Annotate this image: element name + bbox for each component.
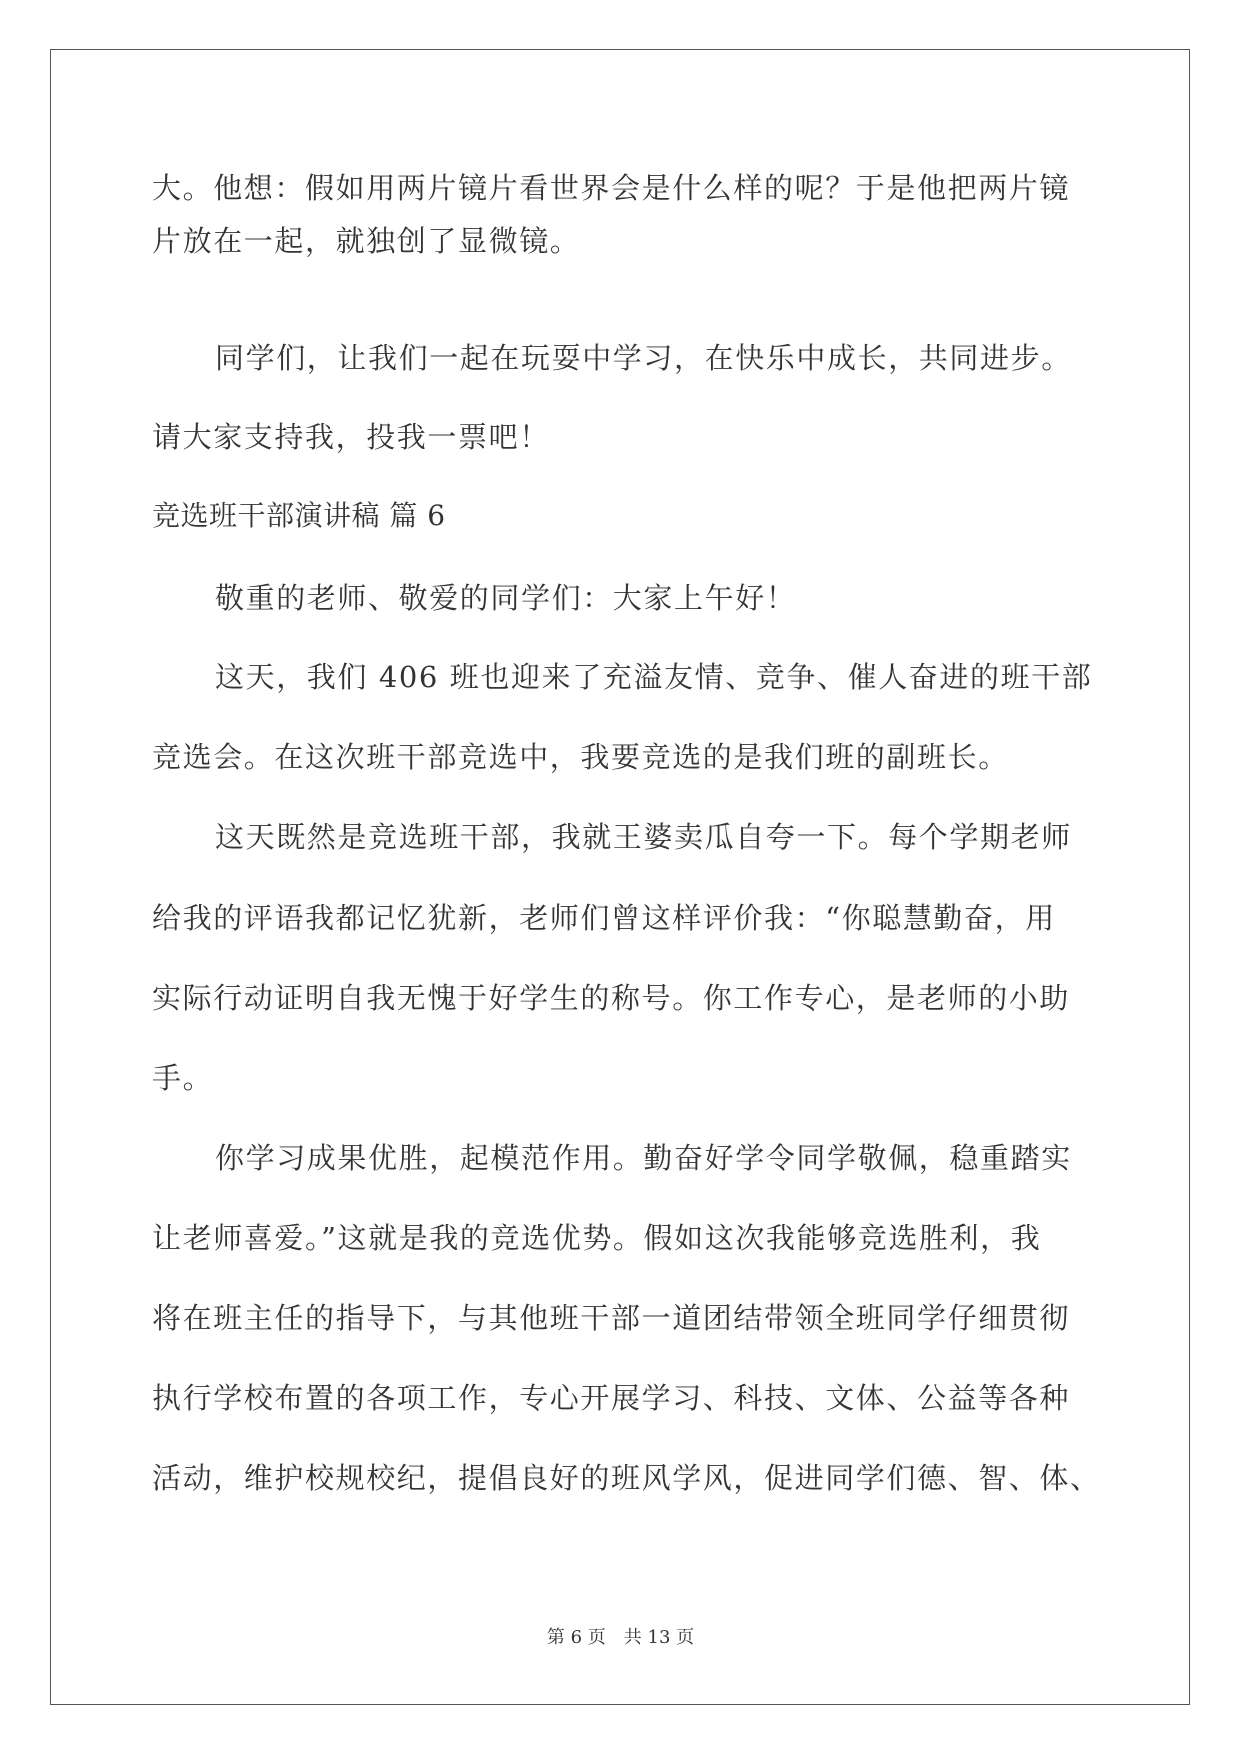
body-line-1: 大。他想：假如用两片镜片看世界会是什么样的呢？于是他把两片镜 xyxy=(152,171,1071,205)
page-total: 共 13 页 xyxy=(623,1627,695,1648)
body-line-4: 请大家支持我，投我一票吧！ xyxy=(152,420,550,454)
body-line-10: 给我的评语我都记忆犹新，老师们曾这样评价我：“你聪慧勤奋，用 xyxy=(152,901,1056,935)
page-footer xyxy=(0,1629,1241,1647)
body-line-6: 敬重的老师、敬爱的同学们：大家上午好！ xyxy=(215,581,797,615)
body-line-12: 手。 xyxy=(152,1061,214,1095)
body-line-17: 活动，维护校规校纪，提倡良好的班风学风，促进同学们德、智、体、 xyxy=(152,1461,1101,1495)
body-line-3: 同学们，让我们一起在玩耍中学习，在快乐中成长，共同进步。 xyxy=(215,341,1072,375)
body-line-16: 执行学校布置的各项工作，专心开展学习、科技、文体、公益等各种 xyxy=(152,1381,1071,1415)
body-line-11: 实际行动证明自我无愧于好学生的称号。你工作专心，是老师的小助 xyxy=(152,981,1071,1015)
body-line-15: 将在班主任的指导下，与其他班干部一道团结带领全班同学仔细贯彻 xyxy=(152,1301,1071,1335)
body-line-2: 片放在一起，就独创了显微镜。 xyxy=(152,224,581,258)
body-line-14: 让老师喜爱。”这就是我的竞选优势。假如这次我能够竞选胜利，我 xyxy=(152,1221,1042,1255)
page-border xyxy=(50,49,1190,1705)
body-line-8: 竞选会。在这次班干部竞选中，我要竞选的是我们班的副班长。 xyxy=(152,740,1009,774)
body-line-13: 你学习成果优胜，起模范作用。勤奋好学令同学敬佩，稳重踏实 xyxy=(215,1141,1072,1175)
section-heading: 竞选班干部演讲稿 篇 6 xyxy=(152,499,446,532)
body-line-7: 这天，我们 406 班也迎来了充溢友情、竞争、催人奋进的班干部 xyxy=(215,660,1093,694)
body-line-9: 这天既然是竞选班干部，我就王婆卖瓜自夸一下。每个学期老师 xyxy=(215,820,1072,854)
page-number: 第 6 页 xyxy=(546,1627,606,1648)
